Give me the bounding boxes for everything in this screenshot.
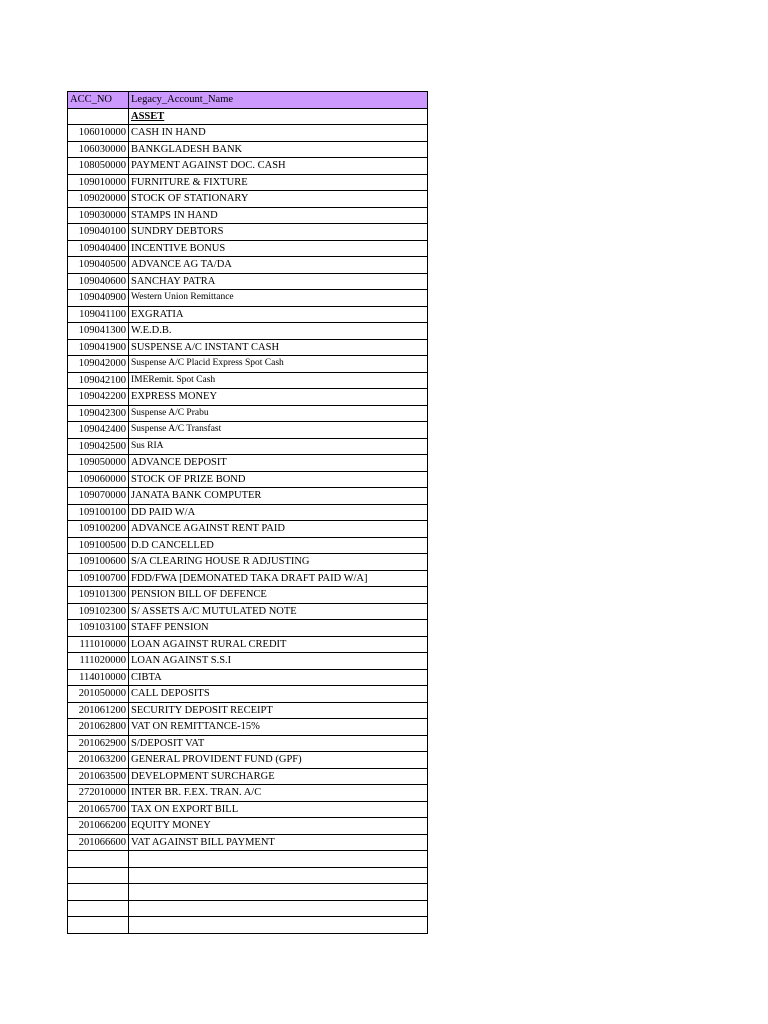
table-row	[68, 900, 428, 917]
header-acc-no[interactable]: ACC_NO	[68, 92, 129, 109]
table-row	[68, 224, 428, 241]
section-row	[68, 108, 428, 125]
account-name-cell[interactable]: EXGRATIA	[129, 306, 428, 323]
table-row	[68, 752, 428, 769]
acc-no-cell[interactable]: 109102300	[68, 603, 129, 620]
header-account-name[interactable]: Legacy_Account_Name	[129, 92, 428, 109]
account-name-cell[interactable]: FDD/FWA [DEMONATED TAKA DRAFT PAID W/A]	[129, 570, 428, 587]
header-row	[68, 92, 428, 109]
acc-no-cell[interactable]: 109010000	[68, 174, 129, 191]
table-row	[68, 735, 428, 752]
account-name-cell[interactable]: PENSION BILL OF DEFENCE	[129, 587, 428, 604]
account-name-cell[interactable]: DD PAID W/A	[129, 504, 428, 521]
acc-no-cell[interactable]: 109040500	[68, 257, 129, 274]
account-name-cell[interactable]: ADVANCE AG TA/DA	[129, 257, 428, 274]
table-row	[68, 620, 428, 637]
table-row	[68, 372, 428, 389]
acc-no-cell[interactable]: 109041900	[68, 339, 129, 356]
acc-no-cell[interactable]: 201065700	[68, 801, 129, 818]
account-name-cell[interactable]: DEVELOPMENT SURCHARGE	[129, 768, 428, 785]
acc-no-cell[interactable]: 109070000	[68, 488, 129, 505]
acc-no-cell[interactable]: 109042300	[68, 405, 129, 422]
account-name-cell[interactable]: ADVANCE AGAINST RENT PAID	[129, 521, 428, 538]
acc-no-cell[interactable]: 201066200	[68, 818, 129, 835]
acc-no-cell[interactable]: 109040100	[68, 224, 129, 241]
table-row	[68, 537, 428, 554]
account-name-cell[interactable]: LOAN AGAINST S.S.I	[129, 653, 428, 670]
acc-no-cell[interactable]: 109042400	[68, 422, 129, 439]
table-row	[68, 521, 428, 538]
account-name-cell[interactable]: INCENTIVE BONUS	[129, 240, 428, 257]
account-name-cell[interactable]: S/DEPOSIT VAT	[129, 735, 428, 752]
table-row	[68, 125, 428, 142]
account-name-cell[interactable]: STAMPS IN HAND	[129, 207, 428, 224]
table-row	[68, 603, 428, 620]
section-acc-cell[interactable]	[68, 108, 129, 125]
account-name-cell[interactable]: PAYMENT AGAINST DOC. CASH	[129, 158, 428, 175]
table-row	[68, 818, 428, 835]
acc-no-cell[interactable]: 111010000	[68, 636, 129, 653]
table-row	[68, 702, 428, 719]
acc-no-cell[interactable]: 109042500	[68, 438, 129, 455]
acc-no-cell[interactable]	[68, 851, 129, 868]
acc-no-cell[interactable]: 201063200	[68, 752, 129, 769]
acc-no-cell[interactable]: 201063500	[68, 768, 129, 785]
acc-no-cell[interactable]: 109060000	[68, 471, 129, 488]
section-title[interactable]: ASSET	[129, 108, 428, 125]
table-row	[68, 207, 428, 224]
table-row	[68, 240, 428, 257]
account-name-cell[interactable]: SANCHAY PATRA	[129, 273, 428, 290]
acc-no-cell[interactable]: 109040400	[68, 240, 129, 257]
acc-no-cell[interactable]: 109041100	[68, 306, 129, 323]
table-row	[68, 158, 428, 175]
table-row	[68, 867, 428, 884]
table-row	[68, 884, 428, 901]
table-row	[68, 504, 428, 521]
account-name-cell[interactable]: CIBTA	[129, 669, 428, 686]
acc-no-cell[interactable]: 106010000	[68, 125, 129, 142]
table-row	[68, 768, 428, 785]
table-row	[68, 306, 428, 323]
account-name-cell[interactable]: LOAN AGAINST RURAL CREDIT	[129, 636, 428, 653]
table-row	[68, 323, 428, 340]
acc-no-cell[interactable]: 109100100	[68, 504, 129, 521]
table-row	[68, 851, 428, 868]
account-name-cell[interactable]: BANKGLADESH BANK	[129, 141, 428, 158]
account-name-cell[interactable]: JANATA BANK COMPUTER	[129, 488, 428, 505]
account-name-cell[interactable]: Western Union Remittance	[129, 290, 428, 307]
account-table-body	[68, 92, 428, 934]
account-name-cell[interactable]: SUNDRY DEBTORS	[129, 224, 428, 241]
account-table	[67, 91, 428, 934]
table-row	[68, 174, 428, 191]
acc-no-cell[interactable]: 114010000	[68, 669, 129, 686]
table-row	[68, 785, 428, 802]
table-row	[68, 719, 428, 736]
account-name-cell[interactable]	[129, 851, 428, 868]
table-row	[68, 554, 428, 571]
account-name-cell[interactable]: STAFF PENSION	[129, 620, 428, 637]
acc-no-cell[interactable]: 109040600	[68, 273, 129, 290]
acc-no-cell[interactable]: 109040900	[68, 290, 129, 307]
acc-no-cell[interactable]: 201062900	[68, 735, 129, 752]
acc-no-cell[interactable]: 109103100	[68, 620, 129, 637]
account-name-cell[interactable]	[129, 900, 428, 917]
table-row	[68, 191, 428, 208]
acc-no-cell[interactable]	[68, 917, 129, 934]
table-row	[68, 455, 428, 472]
account-name-cell[interactable]: D.D CANCELLED	[129, 537, 428, 554]
acc-no-cell[interactable]	[68, 900, 129, 917]
acc-no-cell[interactable]: 108050000	[68, 158, 129, 175]
acc-no-cell[interactable]: 201050000	[68, 686, 129, 703]
table-row	[68, 801, 428, 818]
table-row	[68, 488, 428, 505]
account-name-cell[interactable]: FURNITURE & FIXTURE	[129, 174, 428, 191]
table-row	[68, 570, 428, 587]
account-name-cell[interactable]: Sus RIA	[129, 438, 428, 455]
acc-no-cell[interactable]: 109030000	[68, 207, 129, 224]
acc-no-cell[interactable]: 109100600	[68, 554, 129, 571]
account-name-cell[interactable]: IMERemit. Spot Cash	[129, 372, 428, 389]
account-name-cell[interactable]: SUSPENSE A/C INSTANT CASH	[129, 339, 428, 356]
acc-no-cell[interactable]: 106030000	[68, 141, 129, 158]
acc-no-cell[interactable]	[68, 867, 129, 884]
account-name-cell[interactable]: EQUITY MONEY	[129, 818, 428, 835]
account-name-cell[interactable]: STOCK OF STATIONARY	[129, 191, 428, 208]
account-name-cell[interactable]: W.E.D.B.	[129, 323, 428, 340]
table-row	[68, 405, 428, 422]
table-row	[68, 389, 428, 406]
acc-no-cell[interactable]: 109101300	[68, 587, 129, 604]
account-name-cell[interactable]: Suspense A/C Prabu	[129, 405, 428, 422]
table-row	[68, 339, 428, 356]
account-name-cell[interactable]: Suspense A/C Placid Express Spot Cash	[129, 356, 428, 373]
acc-no-cell[interactable]: 109042000	[68, 356, 129, 373]
acc-no-cell[interactable]: 109100200	[68, 521, 129, 538]
acc-no-cell[interactable]: 201061200	[68, 702, 129, 719]
table-row	[68, 422, 428, 439]
account-name-cell[interactable]: VAT ON REMITTANCE-15%	[129, 719, 428, 736]
acc-no-cell[interactable]: 109042200	[68, 389, 129, 406]
table-row	[68, 653, 428, 670]
acc-no-cell[interactable]: 201062800	[68, 719, 129, 736]
table-row	[68, 669, 428, 686]
account-name-cell[interactable]	[129, 867, 428, 884]
table-row	[68, 257, 428, 274]
acc-no-cell[interactable]: 111020000	[68, 653, 129, 670]
account-name-cell[interactable]: INTER BR. F.EX. TRAN. A/C	[129, 785, 428, 802]
acc-no-cell[interactable]: 109042100	[68, 372, 129, 389]
account-name-cell[interactable]: ADVANCE DEPOSIT	[129, 455, 428, 472]
account-name-cell[interactable]: VAT AGAINST BILL PAYMENT	[129, 834, 428, 851]
table-row	[68, 471, 428, 488]
account-name-cell[interactable]: Suspense A/C Transfast	[129, 422, 428, 439]
acc-no-cell[interactable]: 109050000	[68, 455, 129, 472]
account-name-cell[interactable]: GENERAL PROVIDENT FUND (GPF)	[129, 752, 428, 769]
table-row	[68, 917, 428, 934]
account-name-cell[interactable]: CASH IN HAND	[129, 125, 428, 142]
acc-no-cell[interactable]	[68, 884, 129, 901]
acc-no-cell[interactable]: 272010000	[68, 785, 129, 802]
table-row	[68, 587, 428, 604]
account-name-cell[interactable]	[129, 884, 428, 901]
account-name-cell[interactable]: STOCK OF PRIZE BOND	[129, 471, 428, 488]
table-row	[68, 273, 428, 290]
table-row	[68, 141, 428, 158]
acc-no-cell[interactable]: 109020000	[68, 191, 129, 208]
account-name-cell[interactable]: SECURITY DEPOSIT RECEIPT	[129, 702, 428, 719]
table-row	[68, 290, 428, 307]
table-row	[68, 636, 428, 653]
account-name-cell[interactable]: TAX ON EXPORT BILL	[129, 801, 428, 818]
acc-no-cell[interactable]: 109100700	[68, 570, 129, 587]
account-name-cell[interactable]: EXPRESS MONEY	[129, 389, 428, 406]
acc-no-cell[interactable]: 109041300	[68, 323, 129, 340]
table-row	[68, 834, 428, 851]
acc-no-cell[interactable]: 201066600	[68, 834, 129, 851]
acc-no-cell[interactable]: 109100500	[68, 537, 129, 554]
table-row	[68, 438, 428, 455]
account-name-cell[interactable]: S/ ASSETS A/C MUTULATED NOTE	[129, 603, 428, 620]
table-row	[68, 356, 428, 373]
account-name-cell[interactable]	[129, 917, 428, 934]
table-row	[68, 686, 428, 703]
account-name-cell[interactable]: CALL DEPOSITS	[129, 686, 428, 703]
account-name-cell[interactable]: S/A CLEARING HOUSE R ADJUSTING	[129, 554, 428, 571]
